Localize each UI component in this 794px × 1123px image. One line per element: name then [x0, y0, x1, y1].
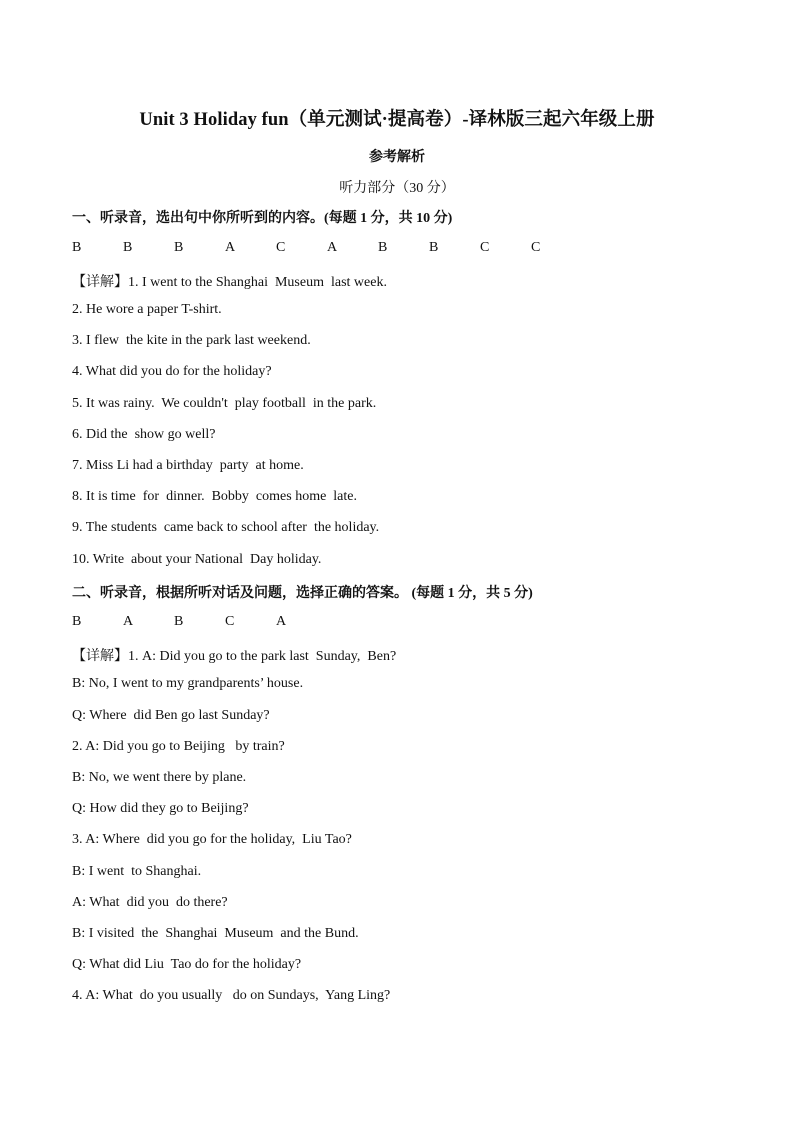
detail-line: 2. He wore a paper T-shirt.: [72, 302, 222, 317]
detail-line: B: No, I went to my grandparents’ house.: [72, 676, 304, 691]
detail-line: 8. It is time for dinner. Bobby comes home late.: [72, 489, 358, 504]
answer-letter: A: [225, 240, 236, 255]
answer-letter: A: [123, 614, 134, 629]
answer-letter: A: [276, 614, 287, 629]
section-1-heading: 一、听录音，选出句中你所听到的内容。(每题 1 分，共 10 分): [72, 211, 453, 226]
detail-line: 10. Write about your National Day holiday.: [72, 552, 322, 567]
answer-letter: B: [429, 240, 439, 255]
answer-letter: C: [225, 614, 235, 629]
answer-letter: A: [327, 240, 338, 255]
detail-line: 3. I flew the kite in the park last weekend.: [72, 333, 311, 348]
detail-line: 5. It was rainy. We couldn't play football in the park.: [72, 396, 377, 411]
document-title: Unit 3 Holiday fun（单元测试·提高卷）-译林版三起六年级上册: [139, 110, 655, 130]
detail-line: 4. A: What do you usually do on Sundays, Yang Ling?: [72, 988, 391, 1003]
section-2-heading: 二、听录音，根据所听对话及问题，选择正确的答案。 (每题 1 分，共 5 分): [72, 586, 533, 601]
detail-line: Q: How did they go to Beijing?: [72, 801, 249, 816]
detail-line: Q: Where did Ben go last Sunday?: [72, 708, 270, 723]
answer-letter: B: [72, 614, 82, 629]
answer-letter: B: [174, 240, 184, 255]
detail-line: 6. Did the show go well?: [72, 427, 216, 442]
detail-line: 【详解】1. I went to the Shanghai Museum last week.: [72, 275, 387, 290]
detail-line: Q: What did Liu Tao do for the holiday?: [72, 957, 302, 972]
detail-line: 7. Miss Li had a birthday party at home.: [72, 458, 304, 473]
listening-section-heading: 听力部分（30 分）: [339, 181, 455, 196]
detail-line: 【详解】1. A: Did you go to the park last Sunday, Ben?: [72, 649, 397, 664]
detail-line: 2. A: Did you go to Beijing by train?: [72, 739, 285, 754]
answer-letter: B: [72, 240, 82, 255]
detail-line: B: I went to Shanghai.: [72, 864, 202, 879]
detail-line: B: I visited the Shanghai Museum and the Bund.: [72, 926, 359, 941]
answer-letter: C: [531, 240, 541, 255]
answer-letter: B: [123, 240, 133, 255]
detail-line: 3. A: Where did you go for the holiday, Liu Tao?: [72, 832, 352, 847]
detail-line: A: What did you do there?: [72, 895, 228, 910]
answer-key-heading: 参考解析: [369, 150, 425, 165]
answer-letter: C: [276, 240, 286, 255]
detail-line: B: No, we went there by plane.: [72, 770, 247, 785]
answer-letter: B: [378, 240, 388, 255]
detail-line: 4. What did you do for the holiday?: [72, 364, 272, 379]
answer-letter: C: [480, 240, 490, 255]
answer-letter: B: [174, 614, 184, 629]
detail-line: 9. The students came back to school after the holiday.: [72, 520, 380, 535]
